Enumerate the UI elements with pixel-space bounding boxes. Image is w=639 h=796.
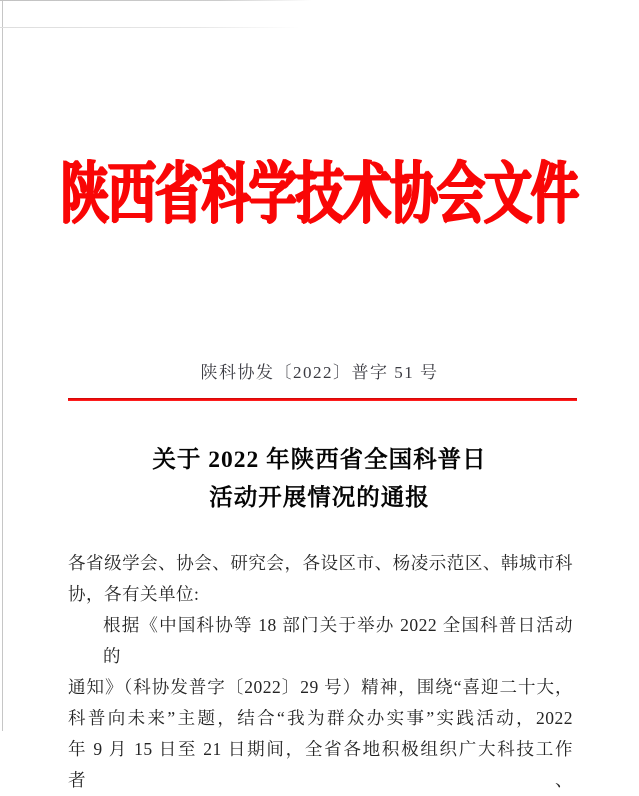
body-line-paragraph-3: 科普向未来”主题，结合“我为群众办实事”实践活动，2022: [68, 708, 573, 728]
document-title-line1: 关于 2022 年陕西省全国科普日: [152, 447, 487, 473]
document-title-line2: 活动开展情况的通报: [209, 485, 430, 511]
body-line-paragraph-2: 通知》（科协发普字〔2022〕29 号）精神，围绕“喜迎二十大，: [68, 677, 573, 697]
body-line-paragraph-4: 年 9 月 15 日至 21 日期间，全省各地积极组织广大科技工作者、: [68, 739, 573, 790]
scan-edge-top-line: [0, 0, 312, 1]
body-line-salutation-2: 协，各有关单位:: [68, 584, 200, 604]
document-body: [68, 548, 573, 796]
document-title: [0, 441, 639, 517]
body-line-salutation-1: 各省级学会、协会、研究会，各设区市、杨凌示范区、韩城市科: [68, 553, 573, 573]
scan-edge-top-line-2: [0, 27, 300, 28]
letterhead: [0, 157, 639, 232]
body-line-paragraph-1: 根据《中国科协等 18 部门关于举办 2022 全国科普日活动的: [103, 615, 573, 666]
red-divider-rule: [68, 398, 577, 401]
reference-number: 陕科协发〔2022〕普字 51 号: [200, 363, 439, 382]
letterhead-org-title: 陕西省科学技术协会文件: [60, 157, 578, 232]
